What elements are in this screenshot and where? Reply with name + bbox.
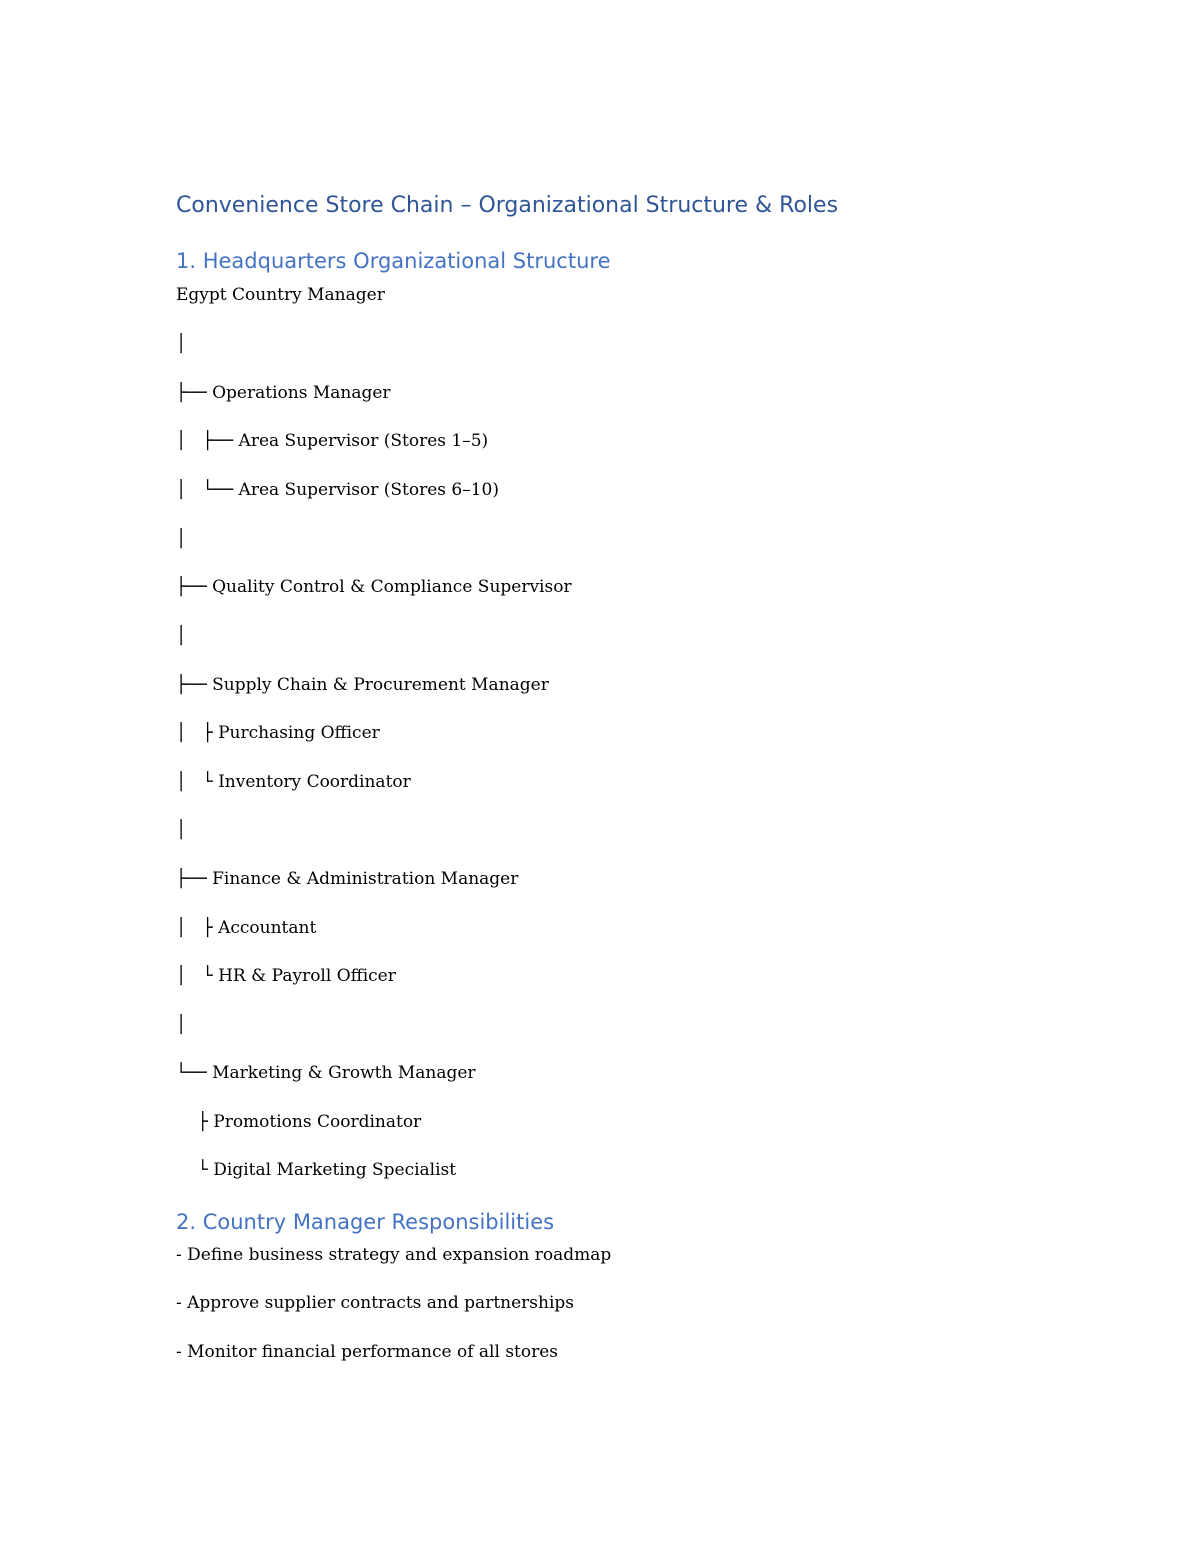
- section-heading-country-manager-responsibilities: 2. Country Manager Responsibilities: [176, 1210, 555, 1234]
- org-node-hr-payroll-officer: │ └ HR & Payroll Officer: [176, 966, 396, 986]
- org-node-accountant: │ ├ Accountant: [176, 918, 317, 938]
- org-node-operations-manager: ├── Operations Manager: [176, 383, 391, 403]
- org-node-area-supervisor-6-10: │ └── Area Supervisor (Stores 6–10): [176, 480, 499, 500]
- org-connector-line: │: [176, 626, 187, 646]
- responsibility-item: - Monitor financial performance of all stores: [176, 1342, 559, 1362]
- document-title: Convenience Store Chain – Organizational Structure & Roles: [176, 193, 839, 218]
- org-node-area-supervisor-1-5: │ ├── Area Supervisor (Stores 1–5): [176, 431, 489, 451]
- org-connector-line: │: [176, 1015, 187, 1035]
- org-node-promotions-coordinator: ├ Promotions Coordinator: [176, 1112, 422, 1132]
- org-node-country-manager: Egypt Country Manager: [176, 285, 385, 305]
- responsibility-item: - Approve supplier contracts and partnerships: [176, 1293, 574, 1313]
- section-heading-headquarters-structure: 1. Headquarters Organizational Structure: [176, 249, 611, 273]
- org-node-purchasing-officer: │ ├ Purchasing Officer: [176, 723, 380, 743]
- org-node-digital-marketing-specialist: └ Digital Marketing Specialist: [176, 1160, 457, 1180]
- org-node-finance-admin-manager: ├── Finance & Administration Manager: [176, 869, 519, 889]
- org-node-marketing-growth-manager: └── Marketing & Growth Manager: [176, 1063, 476, 1083]
- org-node-supply-chain-manager: ├── Supply Chain & Procurement Manager: [176, 675, 549, 695]
- org-connector-line: │: [176, 820, 187, 840]
- responsibility-item: - Define business strategy and expansion roadmap: [176, 1245, 612, 1265]
- org-connector-line: │: [176, 334, 187, 354]
- org-connector-line: │: [176, 529, 187, 549]
- org-node-quality-control-supervisor: ├── Quality Control & Compliance Supervisor: [176, 577, 572, 597]
- org-node-inventory-coordinator: │ └ Inventory Coordinator: [176, 772, 411, 792]
